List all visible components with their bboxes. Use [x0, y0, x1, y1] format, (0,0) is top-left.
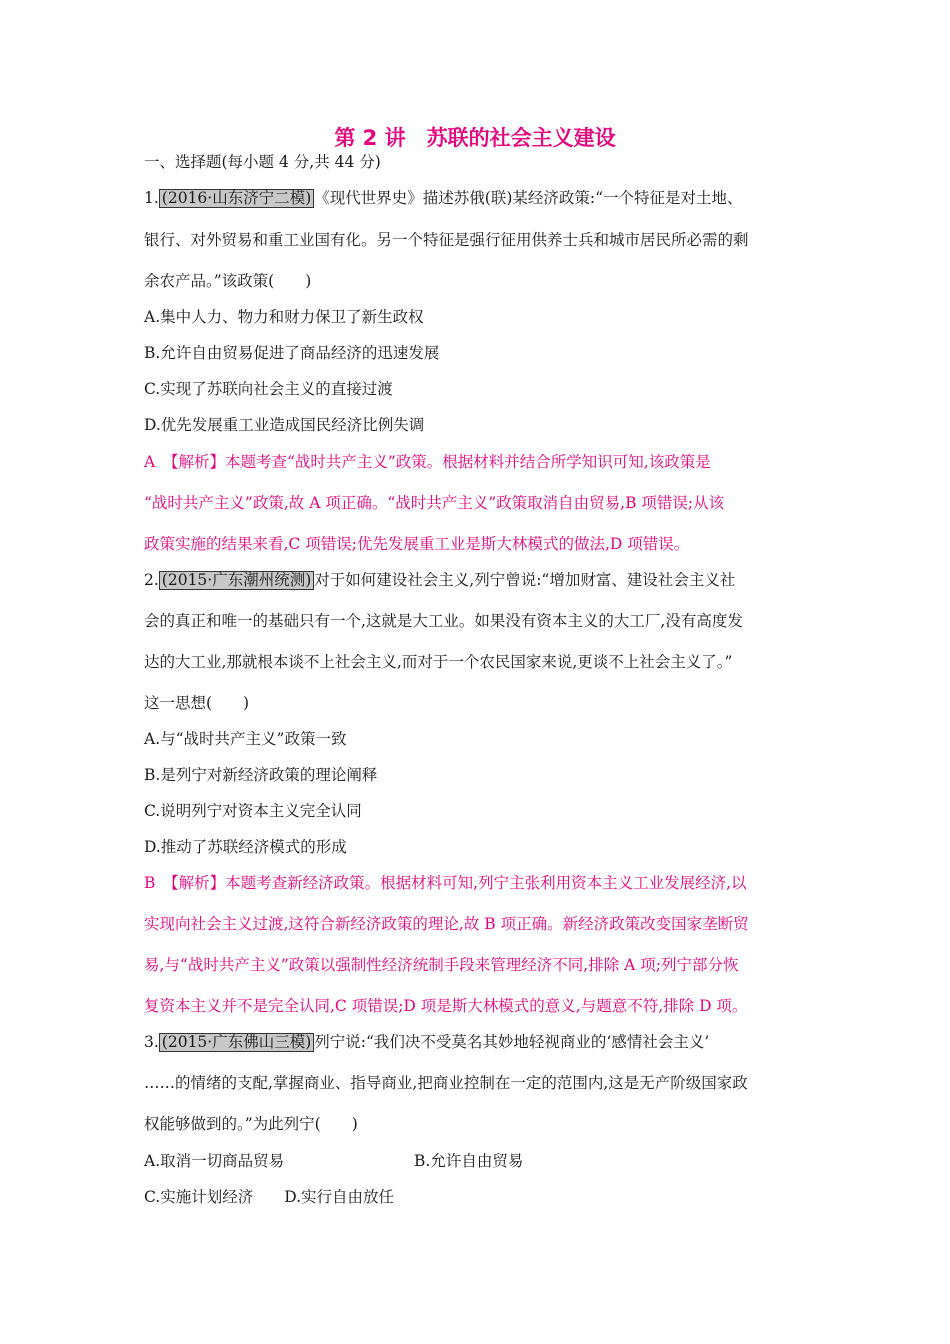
q3-number: 3. — [144, 1033, 159, 1051]
q2-text: 对于如何建设社会主义,列宁曾说:“增加财富、建设社会主义社 — [314, 571, 736, 589]
q2-answer-line-3: 易,与“战时共产主义”政策以强制性经济统制手段来管理经济不同,排除 A 项;列宁部分恢 — [144, 956, 739, 974]
q2-option-d: D.推动了苏联经济模式的形成 — [144, 838, 347, 856]
q3-options-row-1 — [144, 1151, 824, 1171]
q2-source-tag: (2015·广东潮州统测) — [159, 571, 314, 590]
q2-line-4: 这一思想( ) — [144, 694, 250, 712]
q1-option-c: C.实现了苏联向社会主义的直接过渡 — [144, 380, 393, 398]
q2-line-3: 达的大工业,那就根本谈不上社会主义,而对于一个农民国家来说,更谈不上社会主义了。” — [144, 653, 733, 671]
q3-line-3: 权能够做到的。”为此列宁( ) — [144, 1115, 358, 1133]
q1-line-2: 银行、对外贸易和重工业国有化。另一个特征是强行征用供养士兵和城市居民所必需的剩 — [144, 231, 749, 249]
q1-answer-line-1: A 【解析】本题考查“战时共产主义”政策。根据材料并结合所学知识可知,该政策是 — [144, 453, 711, 471]
q1-line-3: 余农产品。”该政策( ) — [144, 272, 312, 290]
q1-answer-line-2: “战时共产主义”政策,故 A 项正确。“战时共产主义”政策取消自由贸易,B 项错误;从该 — [144, 494, 725, 512]
q1-source-tag: (2016·山东济宁二模) — [159, 189, 314, 208]
q1-answer-line-3: 政策实施的结果来看,C 项错误;优先发展重工业是斯大林模式的做法,D 项错误。 — [144, 535, 690, 553]
q1-text: 《现代世界史》描述苏俄(联)某经济政策:“一个特征是对土地、 — [314, 189, 743, 207]
q3-option-a: A.取消一切商品贸易 — [144, 1152, 285, 1170]
q1-option-b: B.允许自由贸易促进了商品经济的迅速发展 — [144, 344, 440, 362]
q2-number: 2. — [144, 571, 159, 589]
q1-line-1 — [144, 188, 824, 208]
q2-option-c: C.说明列宁对资本主义完全认同 — [144, 802, 362, 820]
section-heading: 一、选择题(每小题 4 分,共 44 分) — [144, 153, 381, 171]
q1-option-d: D.优先发展重工业造成国民经济比例失调 — [144, 416, 425, 434]
q2-line-2: 会的真正和唯一的基础只有一个,这就是大工业。如果没有资本主义的大工厂,没有高度发 — [144, 612, 743, 630]
q2-option-a: A.与“战时共产主义”政策一致 — [144, 730, 347, 748]
q3-options-row-2: C.实施计划经济 D.实行自由放任 — [144, 1188, 395, 1206]
q2-option-b: B.是列宁对新经济政策的理论阐释 — [144, 766, 378, 784]
q2-line-1 — [144, 570, 824, 590]
q2-answer-line-1: B 【解析】本题考查新经济政策。根据材料可知,列宁主张利用资本主义工业发展经济,以 — [144, 874, 747, 892]
q2-answer-line-4: 复资本主义并不是完全认同,C 项错误;D 项是斯大林模式的意义,与题意不符,排除 D 项。 — [144, 997, 748, 1015]
q3-line-2: ……的情绪的支配,掌握商业、指导商业,把商业控制在一定的范围内,这是无产阶级国家政 — [144, 1074, 748, 1092]
q1-option-a: A.集中人力、物力和财力保卫了新生政权 — [144, 308, 424, 326]
page-title: 第 2 讲 苏联的社会主义建设 — [334, 126, 616, 150]
q3-line-1 — [144, 1032, 824, 1052]
q1-number: 1. — [144, 189, 159, 207]
q3-text: 列宁说:“我们决不受莫名其妙地轻视商业的‘感情社会主义’ — [314, 1033, 710, 1051]
q3-option-b: B.允许自由贸易 — [414, 1152, 524, 1170]
q3-source-tag: (2015·广东佛山三模) — [159, 1033, 314, 1052]
q2-answer-line-2: 实现向社会主义过渡,这符合新经济政策的理论,故 B 项正确。新经济政策改变国家垄断贸 — [144, 915, 749, 933]
